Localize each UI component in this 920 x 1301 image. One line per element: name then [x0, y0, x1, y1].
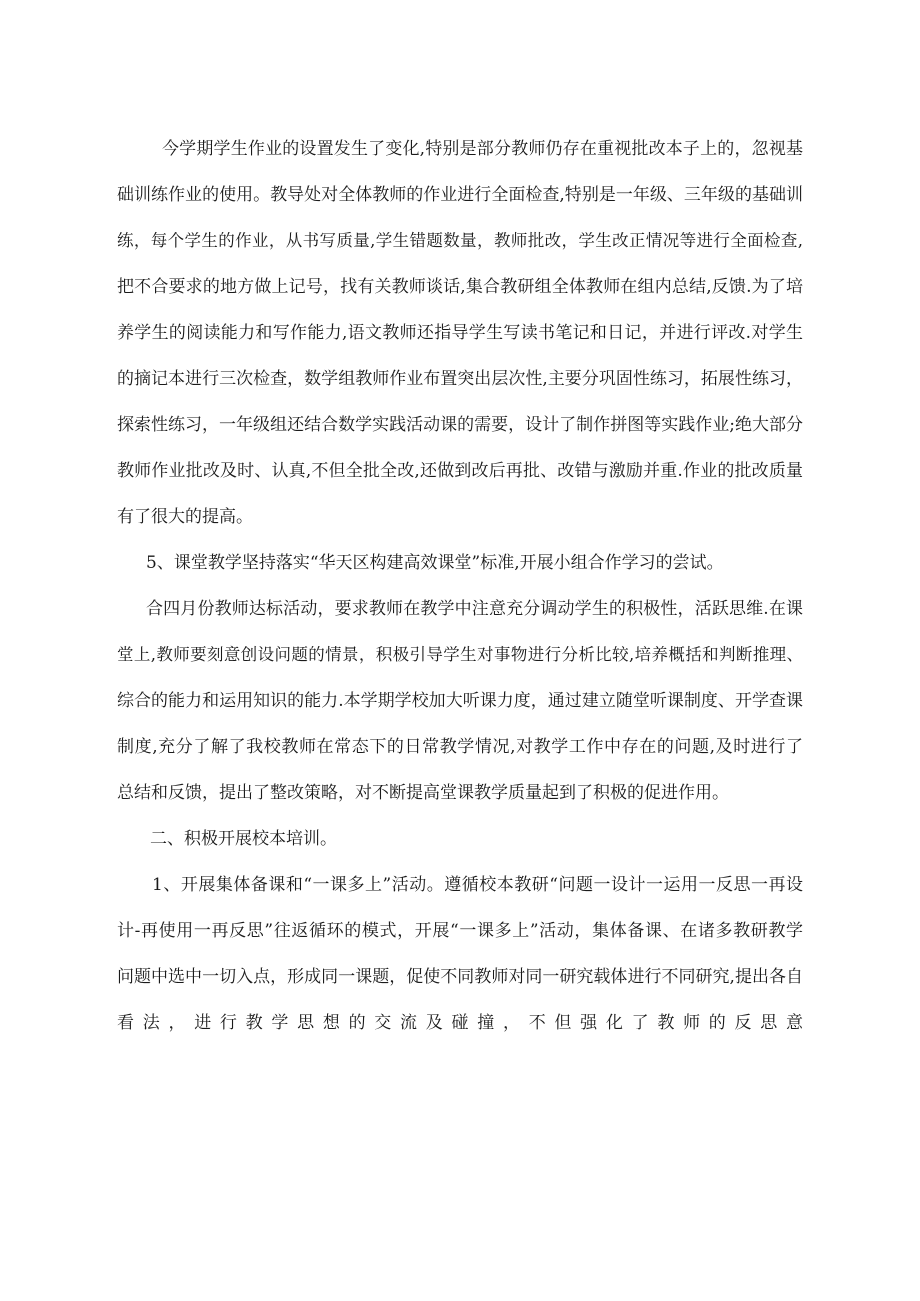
paragraph-line: 练，每个学生的作业，从书写质量,学生错题数量，教师批改，学生改正情况等进行全面检查, [117, 231, 803, 250]
paragraph-line: 计-再使用一再反思”往返循环的模式，开展“一课多上”活动，集体备课、在诸多教研教学 [117, 921, 803, 941]
section-heading-2: 二、积极开展校本培训。 [150, 829, 337, 849]
paragraph-line: 制度,充分了解了我校教师在常态下的日常教学情况,对教学工作中存在的问题,及时进行了 [117, 737, 803, 757]
paragraph-line: 有了很大的提高。 [117, 507, 253, 527]
paragraph-line: 综合的能力和运用知识的能力.本学期学校加大听课力度，通过建立随堂听课制度、开学查课 [117, 691, 803, 711]
paragraph-line: 探索性练习，一年级组还结合数学实践活动课的需要，设计了制作拼图等实践作业;绝大部分 [117, 415, 803, 435]
paragraph-line: 把不合要求的地方做上记号，找有关教师谈话,集合教研组全体教师在组内总结,反馈.为了培 [117, 277, 803, 297]
paragraph-line: 教师作业批改及时、认真,不但全批全改,还做到改后再批、改错与激励并重.作业的批改质量 [117, 461, 803, 481]
paragraph-line: 合四月份教师达标活动，要求教师在教学中注意充分调动学生的积极性，活跃思维.在课 [146, 599, 803, 619]
paragraph-line: 堂上,教师要刻意创设问题的情景，积极引导学生对事物进行分析比较,培养概括和判断推理、 [117, 645, 803, 664]
paragraph-line: 养学生的阅读能力和写作能力,语文教师还指导学生写读书笔记和日记，并进行评改.对学生 [117, 323, 803, 343]
paragraph-line: 问题中选中一切入点，形成同一课题，促使不同教师对同一研究载体进行不同研究,提出各自 [117, 967, 803, 987]
section-heading-5: 5、课堂教学坚持落实“华天区构建高效课堂”标准,开展小组合作学习的尝试。 [146, 553, 724, 573]
paragraph-line: 1、开展集体备课和“一课多上”活动。遵循校本教研“问题一设计一运用一反思一再设 [152, 875, 803, 895]
paragraph-line: 础训练作业的使用。教导处对全体教师的作业进行全面检查,特别是一年级、三年级的基础训 [117, 185, 803, 205]
paragraph-line: 的摘记本进行三次检查，数学组教师作业布置突出层次性,主要分巩固性练习，拓展性练习， [117, 369, 803, 389]
paragraph-line: 看法，进行教学思想的交流及碰撞，不但强化了教师的反思意 [117, 1013, 803, 1033]
paragraph-line: 今学期学生作业的设置发生了变化,特别是部分教师仍存在重视批改本子上的，忽视基 [162, 139, 803, 159]
paragraph-line: 总结和反馈，提出了整改策略，对不断提高堂课教学质量起到了积极的促进作用。 [117, 783, 729, 803]
